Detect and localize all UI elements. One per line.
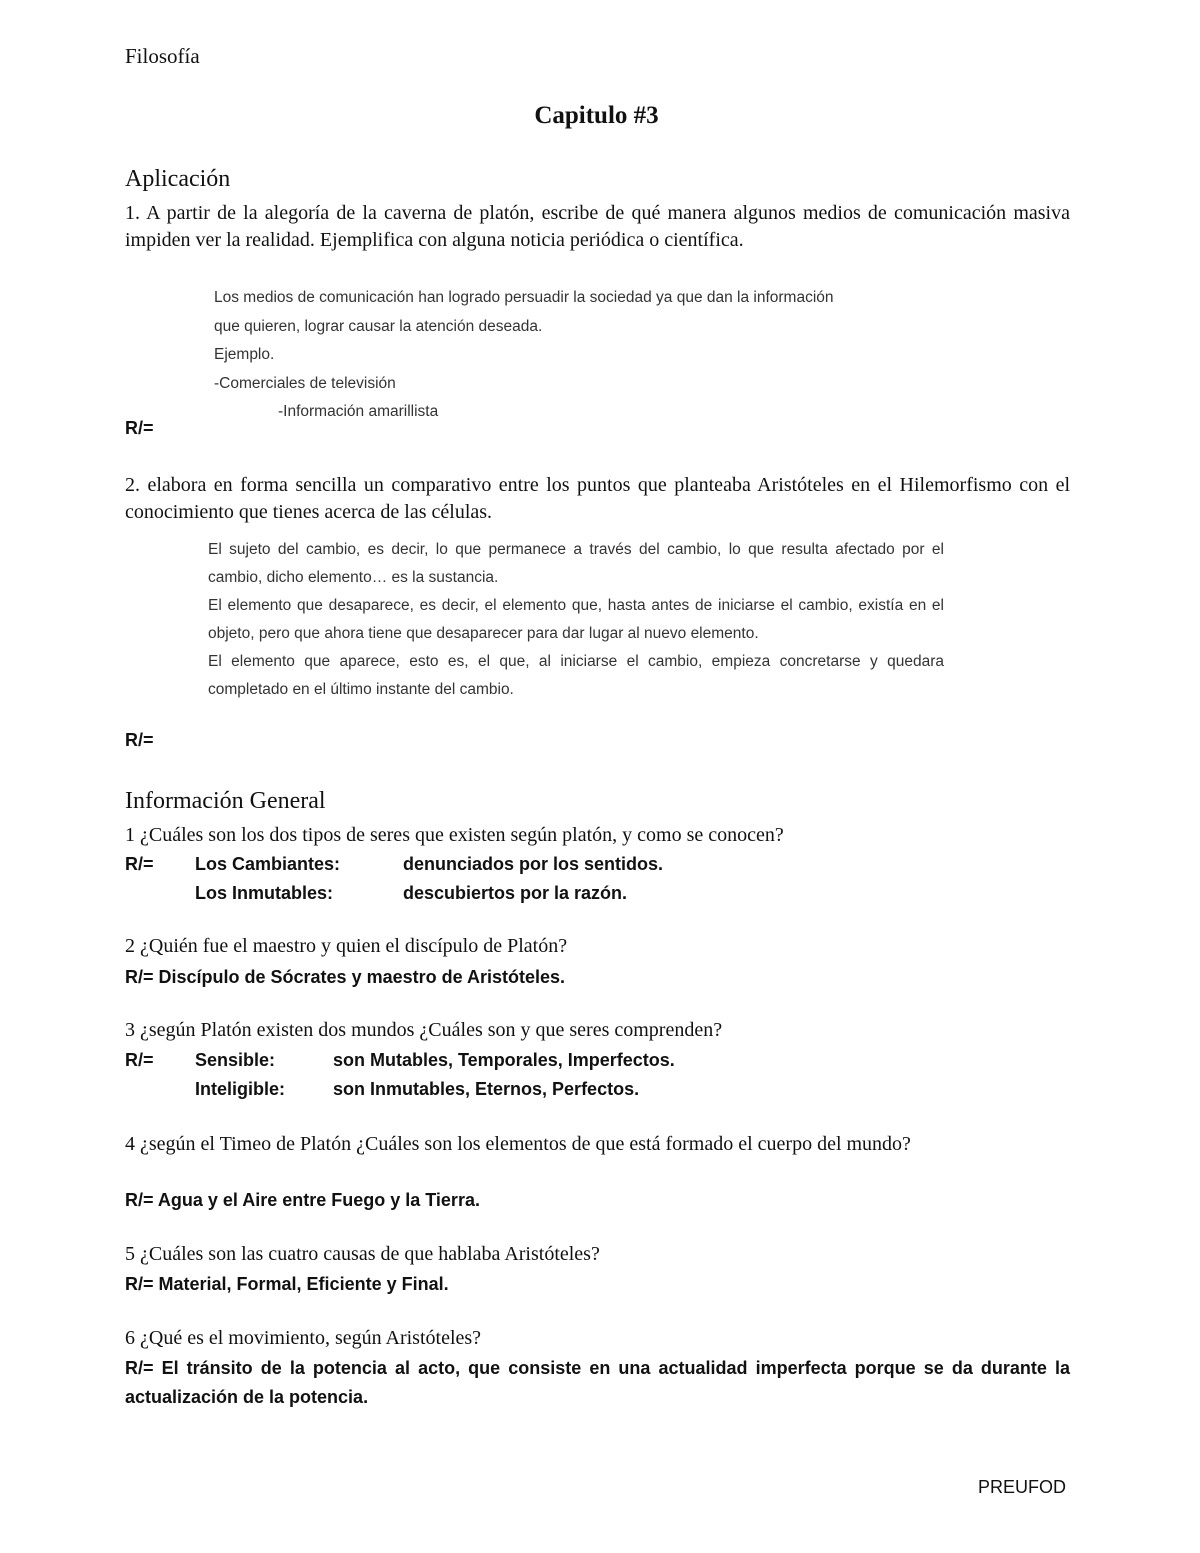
header-subject: Filosofía xyxy=(125,44,200,68)
general-question-3: 3 ¿según Platón existen dos mundos ¿Cuáles son y que seres comprenden? xyxy=(125,1019,723,1041)
section-heading-general: Información General xyxy=(125,788,326,814)
general-answer-1-term: Los Cambiantes: xyxy=(195,854,341,874)
general-question-4: 4 ¿según el Timeo de Platón ¿Cuáles son los elementos de que está formado el cuerpo del mundo? xyxy=(125,1133,911,1155)
answer-1-image xyxy=(214,284,834,427)
general-question-6: 6 ¿Qué es el movimiento, según Aristóteles? xyxy=(125,1327,482,1349)
question-2-text: 2. elabora en forma sencilla un comparativo entre los puntos que planteaba Aristóteles en el Hilemorfismo con el conocimiento que tienes acerca de las células. xyxy=(125,474,1070,523)
general-answer-6: R/= El tránsito de la potencia al acto, que consiste en una actualidad imperfecta porque se da durante la actualización de la potencia. xyxy=(125,1358,1070,1407)
answer-1-line: que quieren, lograr causar la atención deseada. xyxy=(214,317,543,335)
general-answer-2: R/= Discípulo de Sócrates y maestro de Aristóteles. xyxy=(125,967,565,987)
question-1-text: 1. A partir de la alegoría de la caverna de platón, escribe de qué manera algunos medios de comunicación masiva impiden ver la realidad. Ejemplifica con alguna noticia periódica o científica. xyxy=(125,202,1070,251)
general-answer-1-desc: denunciados por los sentidos. xyxy=(403,854,664,874)
answer-1-line: -Información amarillista xyxy=(278,403,439,420)
general-answer-3-label: R/= xyxy=(125,1050,154,1070)
general-question-2: 2 ¿Quién fue el maestro y quien el discípulo de Platón? xyxy=(125,935,568,957)
general-answer-1-label: R/= xyxy=(125,854,154,874)
answer-1-line: Ejemplo. xyxy=(214,346,275,363)
answer-2-paragraph: El elemento que desaparece, es decir, el elemento que, hasta antes de iniciarse el cambio, existía en el objeto, pero que ahora tiene que desaparecer para dar lugar al nuevo elemento. xyxy=(208,597,944,642)
general-answer-3-term: Inteligible: xyxy=(195,1079,285,1099)
answer-1-line: -Comerciales de televisión xyxy=(214,374,396,392)
answer-2-image xyxy=(208,536,944,704)
general-answer-3-term: Sensible: xyxy=(195,1050,276,1070)
general-question-1: 1 ¿Cuáles son los dos tipos de seres que existen según platón, y como se conocen? xyxy=(125,824,784,846)
answer-1-label: R/= xyxy=(125,418,154,438)
general-answer-3-desc: son Mutables, Temporales, Imperfectos. xyxy=(333,1050,675,1070)
answer-1-line: Los medios de comunicación han logrado persuadir la sociedad ya que dan la información xyxy=(214,289,834,306)
answer-2-label: R/= xyxy=(125,730,154,750)
general-question-5: 5 ¿Cuáles son las cuatro causas de que hablaba Aristóteles? xyxy=(125,1243,600,1265)
footer-label: PREUFOD xyxy=(978,1477,1067,1497)
answer-2-paragraph: El sujeto del cambio, es decir, lo que permanece a través del cambio, lo que resulta afectado por el cambio, dicho elemento… es la sustancia. xyxy=(208,541,944,586)
general-answer-1-term: Los Inmutables: xyxy=(195,883,334,903)
general-answer-1-desc: descubiertos por la razón. xyxy=(403,883,628,903)
general-answer-5: R/= Material, Formal, Eficiente y Final. xyxy=(125,1274,449,1294)
page-title: Capitulo #3 xyxy=(534,102,659,129)
answer-2-paragraph: El elemento que aparece, esto es, el que, al iniciarse el cambio, empieza concretarse y quedara completado en el último instante del cambio. xyxy=(208,653,944,698)
section-heading-aplicacion: Aplicación xyxy=(125,166,231,192)
general-answer-4: R/= Agua y el Aire entre Fuego y la Tierra. xyxy=(125,1190,480,1210)
general-answer-3-desc: son Inmutables, Eternos, Perfectos. xyxy=(333,1079,640,1099)
